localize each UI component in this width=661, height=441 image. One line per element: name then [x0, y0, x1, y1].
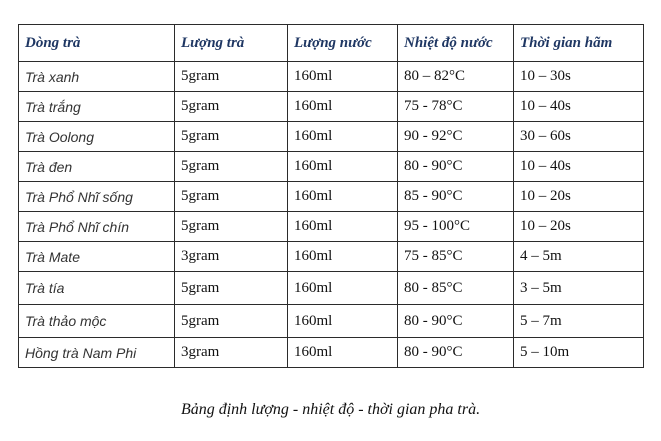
table-row: [19, 152, 644, 182]
cell-tea-type: Trà đen: [19, 152, 175, 182]
table-row: [19, 62, 644, 92]
cell-tea-type: Trà trắng: [19, 92, 175, 122]
header-water-amount: Lượng nước: [288, 25, 398, 62]
cell-tea-type: Trà tía: [19, 272, 175, 305]
cell-water-temperature: 90 - 92°C: [398, 122, 514, 152]
table-header-row: [19, 25, 644, 62]
cell-steep-time: 4 – 5m: [514, 242, 644, 272]
cell-water-amount: 160ml: [288, 62, 398, 92]
cell-water-temperature: 80 – 82°C: [398, 62, 514, 92]
table-row: [19, 182, 644, 212]
cell-tea-amount: 5gram: [175, 62, 288, 92]
cell-tea-amount: 5gram: [175, 92, 288, 122]
table-row: [19, 305, 644, 338]
cell-steep-time: 10 – 40s: [514, 152, 644, 182]
cell-tea-type: Trà thảo mộc: [19, 305, 175, 338]
cell-steep-time: 3 – 5m: [514, 272, 644, 305]
cell-tea-amount: 3gram: [175, 338, 288, 368]
table-caption: Bảng định lượng - nhiệt độ - thời gian pha trà.: [180, 401, 481, 418]
cell-water-amount: 160ml: [288, 122, 398, 152]
cell-tea-type: Trà Phổ Nhĩ sống: [19, 182, 175, 212]
cell-steep-time: 5 – 7m: [514, 305, 644, 338]
table-row: [19, 212, 644, 242]
cell-steep-time: 30 – 60s: [514, 122, 644, 152]
cell-water-temperature: 80 - 85°C: [398, 272, 514, 305]
cell-water-temperature: 75 - 78°C: [398, 92, 514, 122]
header-water-temperature: Nhiệt độ nước: [398, 25, 514, 62]
cell-water-amount: 160ml: [288, 338, 398, 368]
cell-water-amount: 160ml: [288, 272, 398, 305]
cell-steep-time: 10 – 30s: [514, 62, 644, 92]
header-steep-time: Thời gian hãm: [514, 25, 644, 62]
table-row: [19, 338, 644, 368]
tea-brewing-table: [18, 24, 644, 368]
cell-water-temperature: 95 - 100°C: [398, 212, 514, 242]
cell-tea-amount: 5gram: [175, 212, 288, 242]
cell-tea-amount: 5gram: [175, 152, 288, 182]
header-tea-amount: Lượng trà: [175, 25, 288, 62]
cell-steep-time: 10 – 40s: [514, 92, 644, 122]
cell-water-temperature: 75 - 85°C: [398, 242, 514, 272]
cell-steep-time: 10 – 20s: [514, 182, 644, 212]
cell-steep-time: 10 – 20s: [514, 212, 644, 242]
table-row: [19, 272, 644, 305]
cell-water-amount: 160ml: [288, 242, 398, 272]
cell-tea-type: Hồng trà Nam Phi: [19, 338, 175, 368]
cell-water-amount: 160ml: [288, 92, 398, 122]
cell-water-temperature: 80 - 90°C: [398, 305, 514, 338]
cell-water-temperature: 80 - 90°C: [398, 338, 514, 368]
cell-tea-type: Trà xanh: [19, 62, 175, 92]
cell-water-temperature: 80 - 90°C: [398, 152, 514, 182]
header-tea-type: Dòng trà: [19, 25, 175, 62]
cell-water-temperature: 85 - 90°C: [398, 182, 514, 212]
cell-tea-amount: 5gram: [175, 305, 288, 338]
cell-tea-type: Trà Oolong: [19, 122, 175, 152]
table-row: [19, 242, 644, 272]
cell-tea-type: Trà Phổ Nhĩ chín: [19, 212, 175, 242]
cell-water-amount: 160ml: [288, 212, 398, 242]
cell-tea-type: Trà Mate: [19, 242, 175, 272]
cell-steep-time: 5 – 10m: [514, 338, 644, 368]
cell-water-amount: 160ml: [288, 152, 398, 182]
cell-tea-amount: 3gram: [175, 242, 288, 272]
cell-water-amount: 160ml: [288, 182, 398, 212]
cell-tea-amount: 5gram: [175, 182, 288, 212]
cell-tea-amount: 5gram: [175, 272, 288, 305]
cell-tea-amount: 5gram: [175, 122, 288, 152]
table-row: [19, 122, 644, 152]
table-row: [19, 92, 644, 122]
cell-water-amount: 160ml: [288, 305, 398, 338]
